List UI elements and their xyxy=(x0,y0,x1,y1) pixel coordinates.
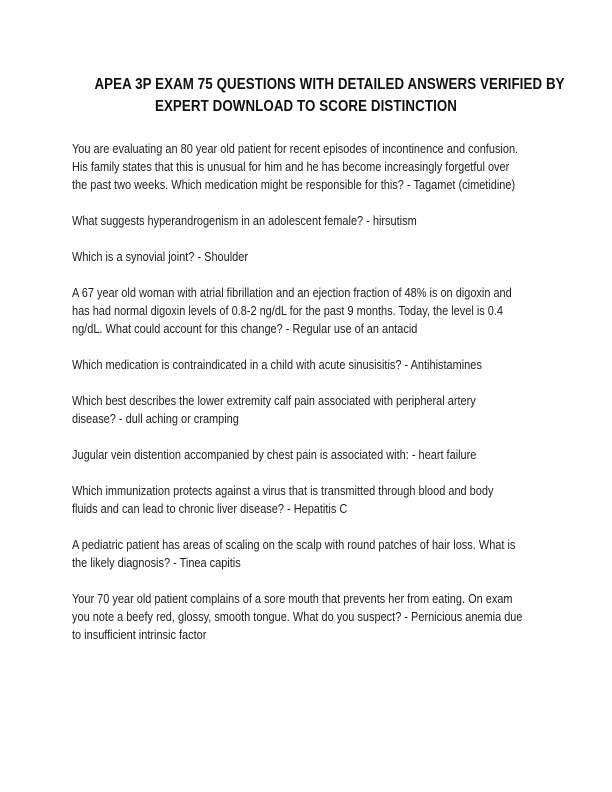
title-line-1: APEA 3P EXAM 75 QUESTIONS WITH DETAILED ANSWERS VERIFIED BY xyxy=(94,76,565,93)
qa-text-line: the past two weeks. Which medication might be responsible for this? - Tagamet (cimetidine) xyxy=(72,178,516,192)
qa-text-line: Which immunization protects against a virus that is transmitted through blood and body xyxy=(72,484,494,498)
question-answer-item-8 xyxy=(72,482,552,518)
qa-text-line: Your 70 year old patient complains of a sore mouth that prevents her from eating. On exam xyxy=(72,592,513,606)
question-answer-item-10 xyxy=(72,590,552,644)
qa-text-line: His family states that this is unusual for him and he has become increasingly forgetful over xyxy=(72,160,510,174)
qa-text-line: Jugular vein distention accompanied by chest pain is associated with: - heart failure xyxy=(72,448,477,462)
qa-text-line: You are evaluating an 80 year old patient for recent episodes of incontinence and confusion. xyxy=(72,142,519,156)
question-answer-item-5 xyxy=(72,356,552,374)
qa-text-line: Which is a synovial joint? - Shoulder xyxy=(72,250,248,264)
page-title xyxy=(94,74,565,118)
qa-text-line: fluids and can lead to chronic liver disease? - Hepatitis C xyxy=(72,502,348,516)
question-list xyxy=(72,140,552,662)
question-answer-item-4 xyxy=(72,284,552,338)
qa-text-line: Which best describes the lower extremity calf pain associated with peripheral artery xyxy=(72,394,476,408)
qa-text-line: to insufficient intrinsic factor xyxy=(72,628,207,642)
qa-text-line: A pediatric patient has areas of scaling on the scalp with round patches of hair loss. What is xyxy=(72,538,516,552)
qa-text-line: What suggests hyperandrogenism in an adolescent female? - hirsutism xyxy=(72,214,417,228)
qa-text-line: Which medication is contraindicated in a child with acute sinusisitis? - Antihistamines xyxy=(72,358,482,372)
question-answer-item-1 xyxy=(72,140,552,194)
qa-text-line: the likely diagnosis? - Tinea capitis xyxy=(72,556,241,570)
qa-text-line: you note a beefy red, glossy, smooth tongue. What do you suspect? - Pernicious anemia due xyxy=(72,610,523,624)
qa-text-line: disease? - dull aching or cramping xyxy=(72,412,239,426)
qa-text-line: ng/dL. What could account for this change? - Regular use of an antacid xyxy=(72,322,418,336)
title-line-2: EXPERT DOWNLOAD TO SCORE DISTINCTION xyxy=(154,98,458,115)
qa-text-line: A 67 year old woman with atrial fibrillation and an ejection fraction of 48% is on digoxin and xyxy=(72,286,512,300)
question-answer-item-2 xyxy=(72,212,552,230)
question-answer-item-9 xyxy=(72,536,552,572)
qa-text-line: has had normal digoxin levels of 0.8-2 ng/dL for the past 9 months. Today, the level is 0.4 xyxy=(72,304,504,318)
question-answer-item-3 xyxy=(72,248,552,266)
question-answer-item-6 xyxy=(72,392,552,428)
question-answer-item-7 xyxy=(72,446,552,464)
